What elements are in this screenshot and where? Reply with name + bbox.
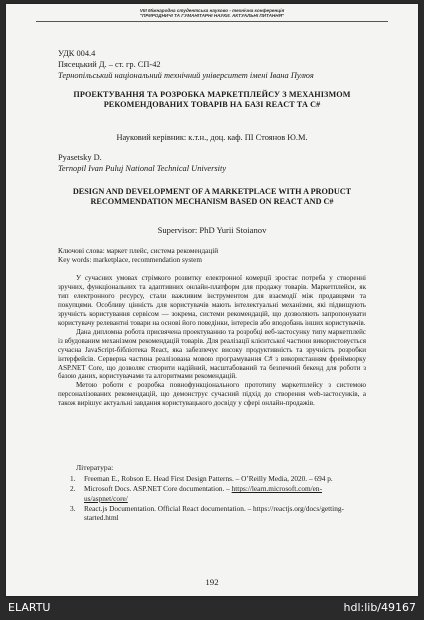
title-ua: ПРОЕКТУВАННЯ ТА РОЗРОБКА МАРКЕТПЛЕЙСУ З МЕХАНІЗМОМ РЕКОМЕНДОВАНИХ ТОВАРІВ НА БАЗІ REACT ТА C# <box>73 90 351 109</box>
body-text <box>58 274 366 408</box>
body-paragraph-1: У сучасних умовах стрімкого розвитку електронної комерції зростає потреба у створенні зручних, функціональних та адаптивних онлайн-платформ для продажу товарів. Маркетплейси, як тип електронного ресурсу, стали важливим інструментом для взаємодії між продавцями та покупцями. Особливу цінність для користувачів мають інтелектуальні механізми, які підвищують зручність користування сервісом — зокрема, системи рекомендацій, що дозволяють запропонувати користувачу релевантні товари на основі його поведінки, інтересів або вподобань інших користувачів. <box>58 274 366 327</box>
references-list <box>70 474 364 523</box>
footer-handle: hdl:lib/49167 <box>343 601 416 614</box>
supervisor-ua: Науковий керівник: к.т.н., доц. каф. ПІ Стоянов Ю.М. <box>116 133 308 142</box>
conference-header <box>6 8 418 19</box>
reference-number: 3. <box>70 503 76 513</box>
header-divider <box>36 21 388 22</box>
affiliation-en: Ternopil Ivan Puluj National Technical University <box>58 164 227 173</box>
page-number: 192 <box>205 577 219 587</box>
keywords-en: Key words: marketplace, recommendation system <box>58 256 202 264</box>
affiliation-ua: Тернопільський національний технічний університет імені Івана Пулюя <box>58 71 314 80</box>
body-paragraph-3: Метою роботи є розробка повнофункціонального прототипу маркетплейсу з системою персоналізованих рекомендацій, що демонструє сучасний підхід до створення web-застосунків, а також вирішує актуальні завдання користувацького досвіду у сфері онлайн-продажів. <box>58 381 366 408</box>
keywords-ua: Ключові слова: маркет плейс, система рекомендацій <box>58 247 219 255</box>
reference-item <box>70 474 364 483</box>
author-ua: Пясецький Д. – ст. гр. СП-42 <box>58 60 161 69</box>
author-en: Pyasetsky D. <box>58 153 102 162</box>
udc-code: УДК 004.4 <box>58 49 96 58</box>
reference-link[interactable]: https://learn.microsoft.com/en-us/aspnet/core/ <box>84 484 323 503</box>
reference-text: React.js Documentation. Official React documentation. – https://reactjs.org/docs/getting-started.html <box>84 503 344 523</box>
reference-number: 2. <box>70 484 76 494</box>
conference-header-line1: VIII Міжнародна студентська науково - технічна конференція <box>139 8 285 13</box>
body-paragraph-2: Дана дипломна робота присвячена проектуванню та розробці веб-застосунку типу маркетплейс із вбудованим механізмом рекомендацій товарів. Для реалізації клієнтської частини використовується сучасна JavaScript-бібліотека React, яка забезпечує високу продуктивність та зручність розробки інтерфейсів. Серверна частина реалізована мовою програмування C# з використанням фреймворку ASP.NET Core, що дозволяє створити надійний, масштабований та безпечний бекенд для роботи з базою даних, користувачами та алгоритмами рекомендацій. <box>58 327 366 381</box>
document-page <box>6 4 418 596</box>
reference-text: Freeman E., Robson E. Head First Design Patterns. – O’Reilly Media, 2020. – 694 p. <box>84 474 333 483</box>
reference-item <box>70 504 364 523</box>
reference-item <box>70 484 364 503</box>
footer-repository-name: ELARTU <box>8 601 51 614</box>
supervisor-en: Supervisor: PhD Yurii Stoianov <box>157 225 267 235</box>
conference-header-line2: "ПРИРОДНИЧІ ТА ГУМАНІТАРНІ НАУКИ. АКТУАЛЬНІ ПИТАННЯ" <box>139 13 285 19</box>
references-heading: Література: <box>76 463 114 472</box>
reference-number: 1. <box>70 474 76 483</box>
title-en: DESIGN AND DEVELOPMENT OF A MARKETPLACE WITH A PRODUCT RECOMMENDATION MECHANISM BASED ON REACT AND C# <box>72 187 352 206</box>
reference-text: Microsoft Docs. ASP.NET Core documentation. – <box>84 484 232 494</box>
